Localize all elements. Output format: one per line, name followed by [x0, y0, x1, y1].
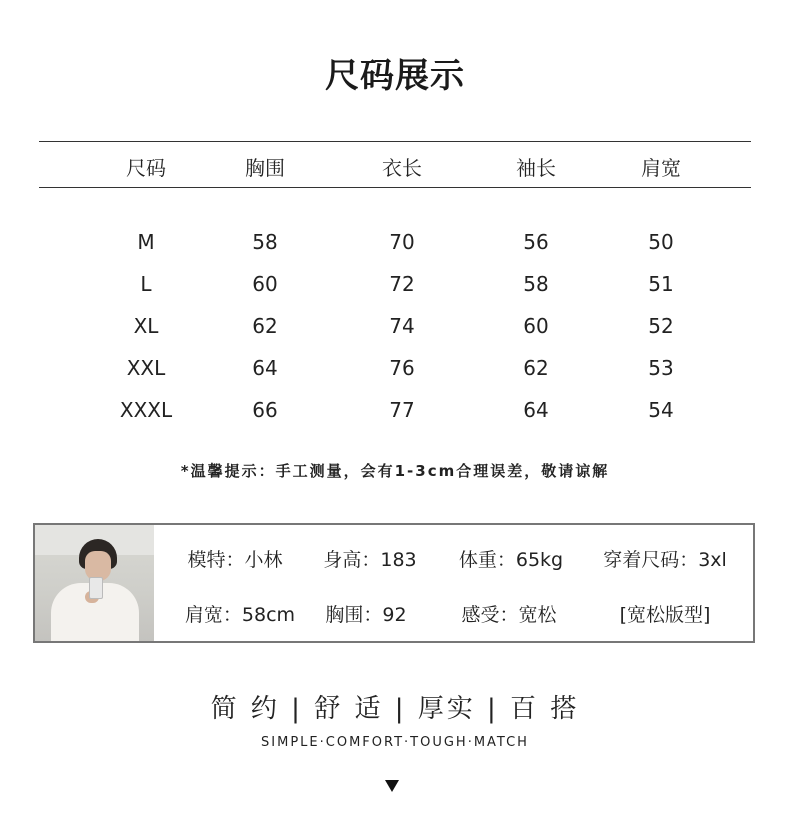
header-length: 衣长: [382, 156, 422, 180]
model-weight: 体重：65kg: [458, 549, 564, 571]
cell-sleeve: 62: [523, 356, 549, 380]
model-wear-size: 穿着尺码：3xl: [603, 549, 727, 571]
cell-size: XXXL: [119, 398, 173, 422]
header-size: 尺码: [126, 156, 166, 180]
cell-shoulder: 52: [648, 314, 674, 338]
model-info-box: [33, 523, 755, 643]
cell-sleeve: 58: [523, 272, 549, 296]
cell-shoulder: 53: [648, 356, 674, 380]
model-name: 模特：小林: [187, 549, 283, 571]
header-sleeve: 袖长: [516, 156, 556, 180]
cell-shoulder: 50: [648, 230, 674, 254]
cell-sleeve: 60: [523, 314, 549, 338]
model-height: 身高：183: [323, 549, 417, 571]
cell-chest: 62: [252, 314, 278, 338]
cell-length: 70: [389, 230, 415, 254]
down-arrow-icon: [385, 780, 399, 792]
cell-chest: 58: [252, 230, 278, 254]
table-header-rule: [39, 187, 751, 188]
header-chest: 胸围: [245, 156, 285, 180]
cell-size: XXL: [126, 356, 166, 380]
model-fit: [宽松版型]: [619, 604, 711, 626]
cell-sleeve: 56: [523, 230, 549, 254]
cell-shoulder: 54: [648, 398, 674, 422]
measurement-tip: *温馨提示：手工测量，会有1-3cm合理误差，敬请谅解: [180, 462, 610, 480]
cell-chest: 64: [252, 356, 278, 380]
cell-size: L: [140, 272, 152, 296]
header-shoulder: 肩宽: [641, 156, 681, 180]
page-title: 尺码展示: [325, 56, 465, 96]
cell-chest: 66: [252, 398, 278, 422]
cell-length: 77: [389, 398, 415, 422]
cell-length: 76: [389, 356, 415, 380]
model-photo: [35, 525, 154, 641]
model-shoulder: 肩宽：58cm: [184, 604, 296, 626]
cell-length: 72: [389, 272, 415, 296]
cell-length: 74: [389, 314, 415, 338]
cell-shoulder: 51: [648, 272, 674, 296]
cell-chest: 60: [252, 272, 278, 296]
slogan-cn: 简 约 | 舒 适 | 厚实 | 百 搭: [210, 694, 580, 724]
model-feel: 感受：宽松: [461, 604, 557, 626]
slogan-en: SIMPLE·COMFORT·TOUGH·MATCH: [261, 735, 529, 750]
cell-size: M: [137, 230, 155, 254]
table-top-rule: [39, 141, 751, 142]
cell-sleeve: 64: [523, 398, 549, 422]
model-chest: 胸围：92: [325, 604, 407, 626]
cell-size: XL: [133, 314, 159, 338]
